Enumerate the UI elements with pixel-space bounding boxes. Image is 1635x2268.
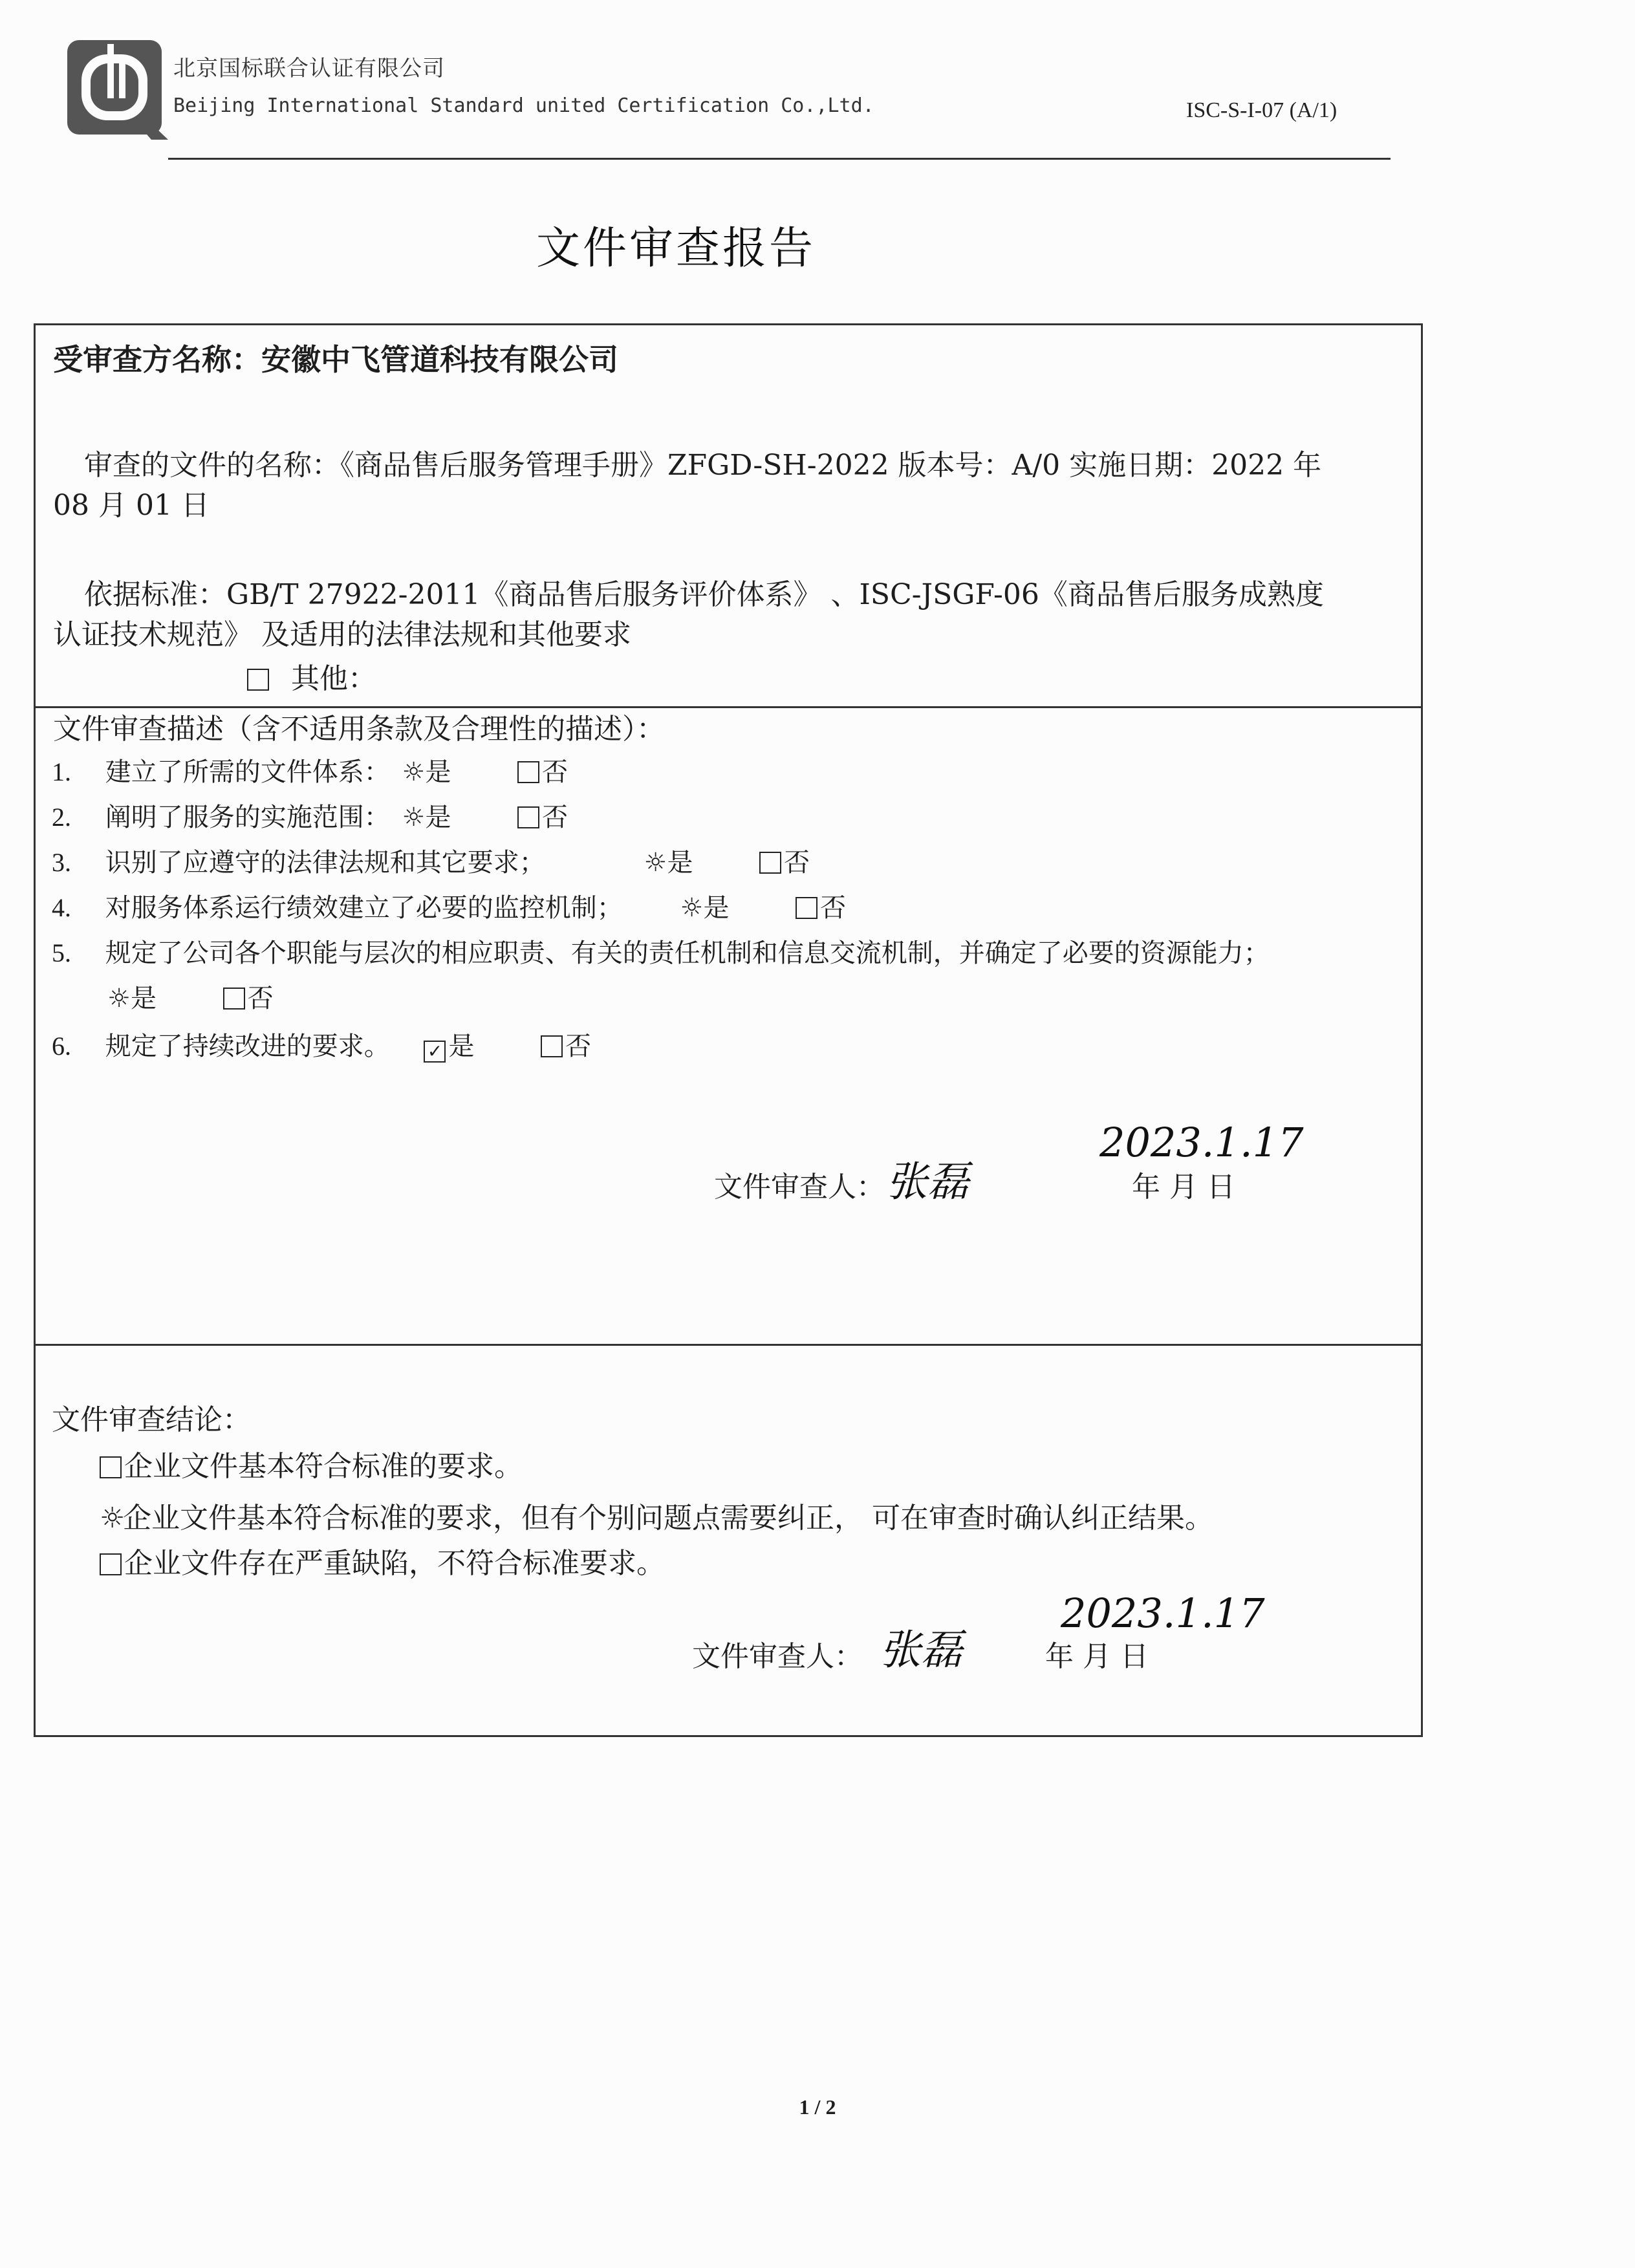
document-name-line2: 08 月 01 日	[53, 489, 210, 522]
header-divider	[168, 158, 1391, 160]
no-checkbox[interactable]	[796, 897, 817, 919]
conclusion-option-1: 企业文件基本符合标准的要求。	[100, 1447, 523, 1486]
yes-marker-icon[interactable]: ☼	[644, 848, 667, 878]
no-checkbox[interactable]	[517, 761, 539, 783]
review-item-3: 3. 识别了应遵守的法律法规和其它要求； ☼是 否	[52, 845, 810, 881]
yes-checked-checkbox[interactable]: ✓	[424, 1041, 446, 1063]
review-item-4: 4. 对服务体系运行绩效建立了必要的监控机制； ☼是 否	[52, 890, 846, 926]
review-item-5-options: ☼是 否	[107, 980, 274, 1017]
section-divider-2	[34, 1344, 1423, 1346]
no-checkbox[interactable]	[223, 988, 245, 1010]
no-checkbox[interactable]	[759, 852, 781, 874]
page-title: 文件审查报告	[536, 223, 816, 274]
date-label: 年 月 日	[1132, 1171, 1235, 1204]
conclusion-option-2: ☼企业文件基本符合标准的要求，但有个别问题点需要纠正， 可在审查时确认纠正结果。	[100, 1499, 1213, 1538]
review-item-5: 5. 规定了公司各个职能与层次的相应职责、有关的责任机制和信息交流机制，并确定了必要的资源能力；	[52, 938, 1270, 968]
yes-marker-icon[interactable]: ☼	[402, 757, 426, 787]
company-name-cn: 北京国标联合认证有限公司	[173, 56, 445, 81]
no-checkbox[interactable]	[517, 806, 539, 828]
conclusion-handwritten-date: 2023.1.17	[1061, 1590, 1265, 1637]
review-description-heading: 文件审查描述（含不适用条款及合理性的描述）：	[53, 713, 665, 746]
review-item-6: 6. 规定了持续改进的要求。 ✓ 是 否	[52, 1031, 592, 1062]
document-name-line1: 审查的文件的名称：《商品售后服务管理手册》ZFGD-SH-2022 版本号：A/0 实施日期：2022 年	[84, 449, 1322, 482]
selected-marker-icon[interactable]: ☼	[100, 1502, 125, 1535]
page-number: 1 / 2	[799, 2095, 836, 2119]
basis-standard-line1: 依据标准：GB/T 27922-2011《商品售后服务评价体系》 、ISC-JSGF-06《商品售后服务成熟度	[84, 578, 1324, 611]
conclusion-option-3: 企业文件存在严重缺陷，不符合标准要求。	[100, 1544, 665, 1583]
company-name-en: Beijing International Standard united Certification Co.,Ltd.	[173, 94, 874, 117]
no-checkbox[interactable]	[541, 1035, 563, 1057]
reviewer-signature: 张磊	[886, 1158, 969, 1206]
handwritten-date: 2023.1.17	[1099, 1119, 1304, 1166]
conclusion-reviewer-label: 文件审查人：	[692, 1640, 863, 1673]
reviewer-label: 文件审查人：	[714, 1171, 885, 1204]
section-divider-1	[34, 706, 1423, 708]
form-code: ISC-S-I-07 (A/1)	[1186, 98, 1337, 122]
yes-marker-icon[interactable]: ☼	[402, 803, 426, 832]
other-checkbox[interactable]	[247, 669, 269, 691]
auditee-row	[53, 340, 618, 379]
conclusion-checkbox-3[interactable]	[100, 1553, 122, 1575]
conclusion-checkbox-1[interactable]	[100, 1456, 122, 1478]
auditee-name: 安徽中飞管道科技有限公司	[261, 342, 618, 377]
review-item-2: 2. 阐明了服务的实施范围： ☼是 否	[52, 799, 568, 836]
conclusion-heading: 文件审查结论：	[52, 1403, 251, 1436]
conclusion-date-label: 年 月 日	[1045, 1640, 1149, 1673]
review-item-1: 1. 建立了所需的文件体系： ☼是 否	[52, 754, 568, 790]
other-row	[247, 660, 376, 698]
conclusion-reviewer-signature: 张磊	[880, 1626, 962, 1674]
yes-marker-icon[interactable]: ☼	[107, 984, 131, 1013]
other-label: 其他：	[291, 662, 376, 695]
basis-standard-line2: 认证技术规范》 及适用的法律法规和其他要求	[53, 618, 631, 651]
company-logo	[65, 38, 169, 141]
auditee-label: 受审查方名称：	[53, 342, 261, 377]
yes-marker-icon[interactable]: ☼	[680, 893, 704, 923]
